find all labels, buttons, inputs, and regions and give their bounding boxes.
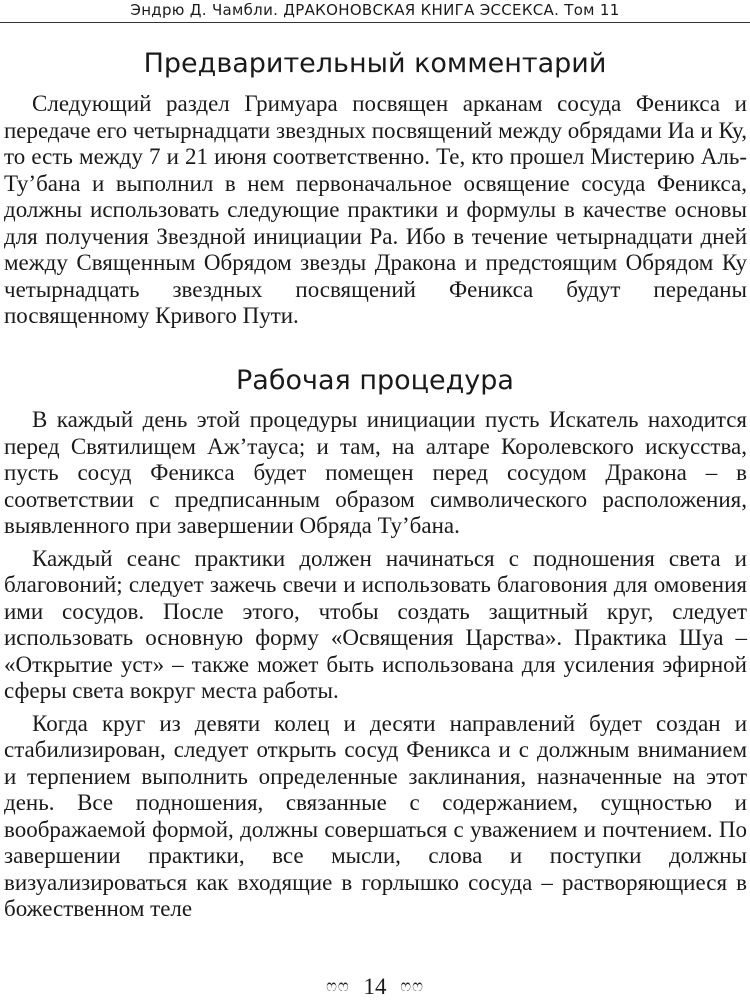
page-number: 14 bbox=[363, 974, 387, 999]
paragraph: В каждый день этой процедуры инициации пусть Искатель находится перед Святилищем Аж’тауса; и там, на алтаре Королевского искусства, пусть сосуд Феникса будет помещен перед сосудом Дракона – в соответствии с предписанным образом символического расположения, выявленного при завершении Обряда Ту’бана. bbox=[4, 407, 747, 538]
commentary-body bbox=[4, 91, 747, 330]
paragraph: Когда круг из девяти колец и десяти направлений будет создан и стабилизирован, следует открыть сосуд Феникса и с должным вниманием и терпением выполнить определенные заклинания, назначенные на этот день. Все подношения, связанные с содержанием, сущностью и воображаемой формой, должны совершаться с уважением и почтением. По завершении практики, все мысли, слова и поступки должны визуализироваться как входящие в горлышко сосуда – растворяющиеся в божественном теле bbox=[4, 710, 747, 921]
section-heading-working-procedure: Рабочая процедура bbox=[236, 365, 514, 396]
header-rule bbox=[0, 22, 750, 23]
running-head: Эндрю Д. Чамбли. ДРАКОНОВСКАЯ КНИГА ЭССЕКСА. Том 11 bbox=[130, 1, 620, 19]
paragraph: Каждый сеанс практики должен начинаться с подношения света и благовоний; следует зажечь свечи и использовать благовония для омовения ими сосудов. После этого, чтобы создать защитный круг, следует использовать основную форму «Освящения Царства». Практика Шуа – «Открытие уст» – также может быть использована для усиления эфирной сферы света вокруг места работы. bbox=[4, 545, 747, 703]
section-heading-preliminary-commentary: Предварительный комментарий bbox=[143, 48, 607, 79]
ornament-right-icon: ෆෆ bbox=[400, 978, 424, 995]
page-footer bbox=[0, 974, 750, 1000]
ornament-left-icon: ෆෆ bbox=[326, 978, 350, 995]
procedure-body bbox=[4, 407, 747, 923]
paragraph: Следующий раздел Гримуара посвящен арканам сосуда Феникса и передаче его четырнадцати звездных посвящений между обрядами Иа и Ку, то есть между 7 и 21 июня соответственно. Те, кто прошел Мистерию Аль-Ту’бана и выполнил в нем первоначальное освящение сосуда Феникса, должны использовать следующие практики и формулы в качестве основы для получения Звездной инициации Ра. Ибо в течение четырнадцати дней между Священным Обрядом звезды Дракона и предстоящим Обрядом Ку четырнадцать звездных посвящений Феникса будут переданы посвященному Кривого Пути. bbox=[4, 91, 747, 328]
